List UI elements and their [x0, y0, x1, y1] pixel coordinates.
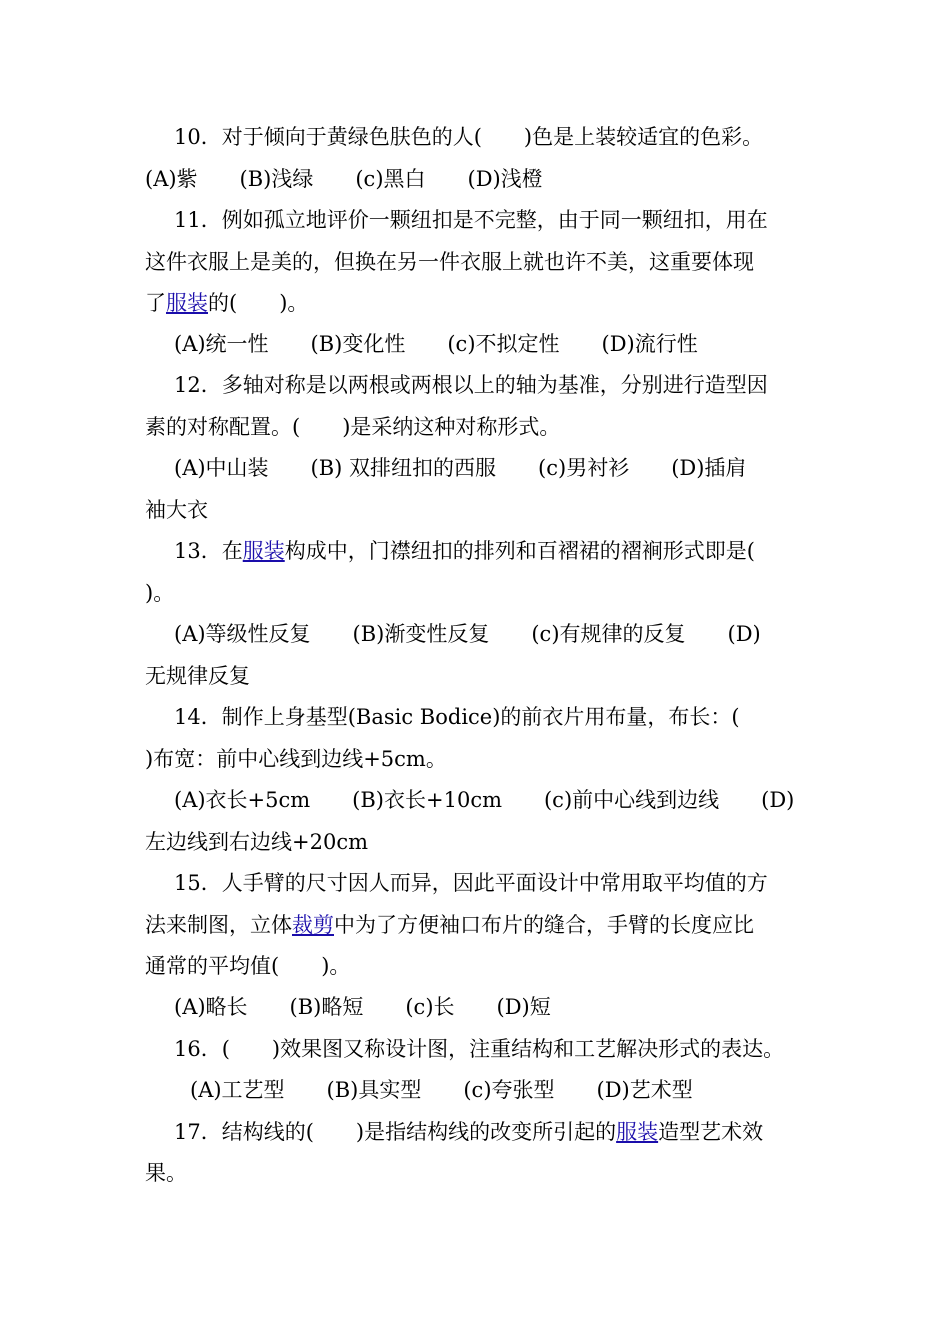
question-17-cont: 果。 — [145, 1161, 187, 1185]
question-15-cont-2: 通常的平均值( )。 — [145, 954, 351, 978]
question-14-options: (A)衣长+5cm (B)衣长+10cm (c)前中心线到边线 (D) — [174, 788, 795, 812]
question-10: 10．对于倾向于黄绿色肤色的人( )色是上装较适宜的色彩。 — [174, 125, 764, 149]
link-fuzhuang[interactable]: 服装 — [242, 539, 285, 563]
question-14-cont: )布宽：前中心线到边线+5cm。 — [145, 747, 447, 771]
question-12: 12．多轴对称是以两根或两根以上的轴为基准，分别进行造型因 — [174, 373, 768, 397]
question-17: 17．结构线的( )是指结构线的改变所引起的服装造型艺术效 — [174, 1120, 764, 1144]
question-15-cont-1: 法来制图，立体裁剪中为了方便袖口布片的缝合，手臂的长度应比 — [145, 913, 754, 937]
question-13-cont: )。 — [145, 581, 175, 605]
question-11: 11．例如孤立地评价一颗纽扣是不完整，由于同一颗纽扣，用在 — [174, 208, 768, 232]
question-12-options-cont: 袖大衣 — [145, 498, 208, 522]
question-14: 14．制作上身基型(Basic Bodice)的前衣片用布量，布长：( — [174, 705, 740, 729]
link-fuzhuang[interactable]: 服装 — [616, 1120, 659, 1144]
link-fuzhuang[interactable]: 服装 — [166, 291, 208, 315]
question-13: 13．在服装构成中，门襟纽扣的排列和百褶裙的褶裥形式即是( — [174, 539, 755, 563]
question-10-options: (A)紫 (B)浅绿 (c)黑白 (D)浅橙 — [145, 167, 543, 191]
question-13-options-cont: 无规律反复 — [145, 664, 250, 688]
question-16: 16．( )效果图又称设计图，注重结构和工艺解决形式的表达。 — [174, 1037, 785, 1061]
question-16-options: (A)工艺型 (B)具实型 (c)夸张型 (D)艺术型 — [190, 1078, 693, 1102]
question-14-options-cont: 左边线到右边线+20cm — [145, 830, 368, 854]
question-13-options: (A)等级性反复 (B)渐变性反复 (c)有规律的反复 (D) — [174, 622, 761, 646]
question-12-cont: 素的对称配置。( )是采纳这种对称形式。 — [145, 415, 561, 439]
question-12-options: (A)中山装 (B) 双排纽扣的西服 (c)男衬衫 (D)插肩 — [174, 456, 747, 480]
question-11-options: (A)统一性 (B)变化性 (c)不拟定性 (D)流行性 — [174, 332, 698, 356]
link-caijian[interactable]: 裁剪 — [292, 913, 334, 937]
question-15-options: (A)略长 (B)略短 (c)长 (D)短 — [174, 995, 551, 1019]
question-15: 15．人手臂的尺寸因人而异，因此平面设计中常用取平均值的方 — [174, 871, 768, 895]
question-11-cont-2: 了服装的( )。 — [145, 291, 309, 315]
question-11-cont-1: 这件衣服上是美的，但换在另一件衣服上就也许不美，这重要体现 — [145, 250, 754, 274]
